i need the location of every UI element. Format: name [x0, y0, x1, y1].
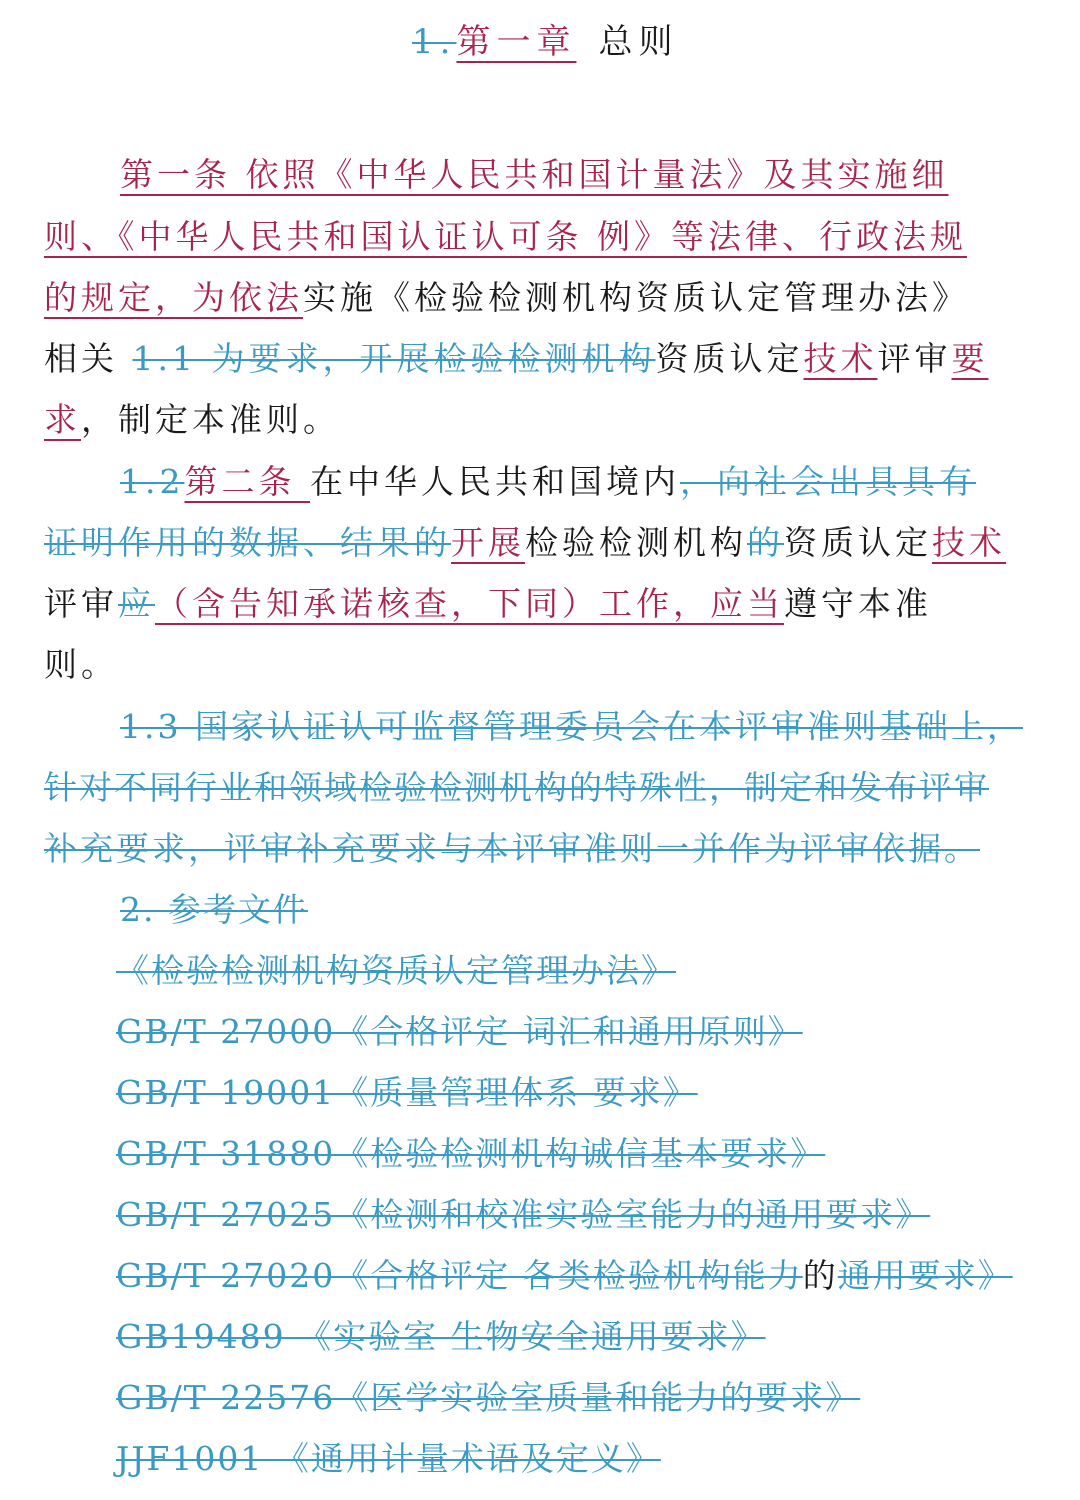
inserted-chapter: 第一章 [456, 22, 577, 62]
deleted-text: GB/T 27020《合格评定 各类检验机构能力 [116, 1256, 803, 1295]
chapter-title: 总则 [598, 22, 679, 62]
deleted-text: 应 [118, 584, 155, 623]
article2-line1 [120, 460, 976, 504]
section13-line3 [44, 827, 980, 871]
reference-item [116, 1010, 803, 1054]
section13-line1 [120, 705, 1023, 749]
inserted-text: 技术 [932, 523, 1006, 562]
chapter-heading [412, 20, 678, 64]
deleted-text: 的 [747, 523, 784, 562]
deleted-text: 针对不同行业和领域检验检测机构的特殊性，制定和发布评审 [44, 768, 989, 807]
reference-item [116, 949, 676, 993]
deleted-text: GB/T 19001《质量管理体系 要求》 [116, 1073, 698, 1112]
references-heading [120, 888, 308, 932]
body-text: 评审 [44, 584, 118, 623]
body-text: 检验检测机构 [525, 523, 747, 562]
deleted-text: GB/T 27000《合格评定 词汇和通用原则》 [116, 1012, 803, 1051]
inserted-text: 第一条 依照《中华人民共和国计量法》及其实施细 [120, 155, 949, 194]
article2-line3 [44, 582, 932, 626]
deleted-text: GB19489 《实验室 生物安全通用要求》 [116, 1317, 766, 1356]
article2-line2 [44, 521, 1006, 565]
inserted-text: 开展 [451, 523, 525, 562]
body-text: 相关 [44, 339, 118, 378]
body-text: 实施《检验检测机构资质认定管理办法》 [303, 278, 969, 317]
deleted-text: GB/T 27025《检测和校准实验室能力的通用要求》 [116, 1195, 931, 1234]
inserted-text: 技术 [803, 339, 878, 378]
deleted-number: 1. [412, 22, 457, 62]
reference-item [116, 1071, 698, 1115]
reference-item [116, 1254, 1013, 1298]
deleted-text: 证明作用的数据、结果的 [44, 523, 451, 562]
body-text: 资质认定 [655, 339, 804, 378]
article1-line1 [120, 153, 949, 197]
article1-line4 [44, 337, 988, 381]
deleted-text: GB/T 31880《检验检测机构诚信基本要求》 [116, 1134, 826, 1173]
deleted-text: JJF1001 《通用计量术语及定义》 [116, 1439, 661, 1478]
deleted-text: 《检验检测机构资质认定管理办法》 [116, 951, 676, 990]
inserted-text: （含告知承诺核查，下同）工作，应当 [155, 584, 784, 623]
reference-item [116, 1376, 860, 1420]
deleted-text: 2. 参考文件 [120, 890, 308, 929]
body-text: 评审 [877, 339, 952, 378]
reference-item [116, 1132, 825, 1176]
deleted-text: 1.1 为要求，开展检验检测机构 [132, 339, 656, 378]
deleted-text: ，向社会出具具有 [679, 462, 976, 501]
reference-item [116, 1193, 930, 1237]
inserted-text: 的规定，为依法 [44, 278, 303, 317]
article1-line5 [44, 398, 340, 442]
article1-line3 [44, 276, 969, 320]
body-text: 资质认定 [784, 523, 932, 562]
body-text: ，制定本准则。 [81, 400, 340, 439]
body-text: 的 [802, 1256, 838, 1295]
inserted-text: 求 [44, 400, 81, 439]
inserted-text: 第二条 [184, 462, 310, 501]
reference-item [116, 1315, 766, 1359]
section13-line2 [44, 766, 989, 810]
deleted-text: 补充要求，评审补充要求与本评审准则一并作为评审依据。 [44, 829, 980, 868]
inserted-text: 要 [951, 339, 989, 378]
body-text: 则。 [44, 645, 118, 684]
deleted-text: 1.3 国家认证认可监督管理委员会在本评审准则基础上， [120, 707, 1023, 746]
deleted-text: 通用要求》 [837, 1256, 1013, 1295]
inserted-text: 则、《中华人民共和国认证认可条 例》等法律、行政法规 [44, 217, 967, 256]
body-text: 遵守本准 [784, 584, 932, 623]
article1-line2 [44, 215, 967, 259]
article2-line4 [44, 643, 118, 687]
body-text: 在中华人民共和国境内 [309, 462, 680, 501]
reference-item [116, 1437, 661, 1481]
deleted-text: GB/T 22576《医学实验室质量和能力的要求》 [116, 1378, 861, 1417]
deleted-text: 1.2 [120, 462, 185, 501]
